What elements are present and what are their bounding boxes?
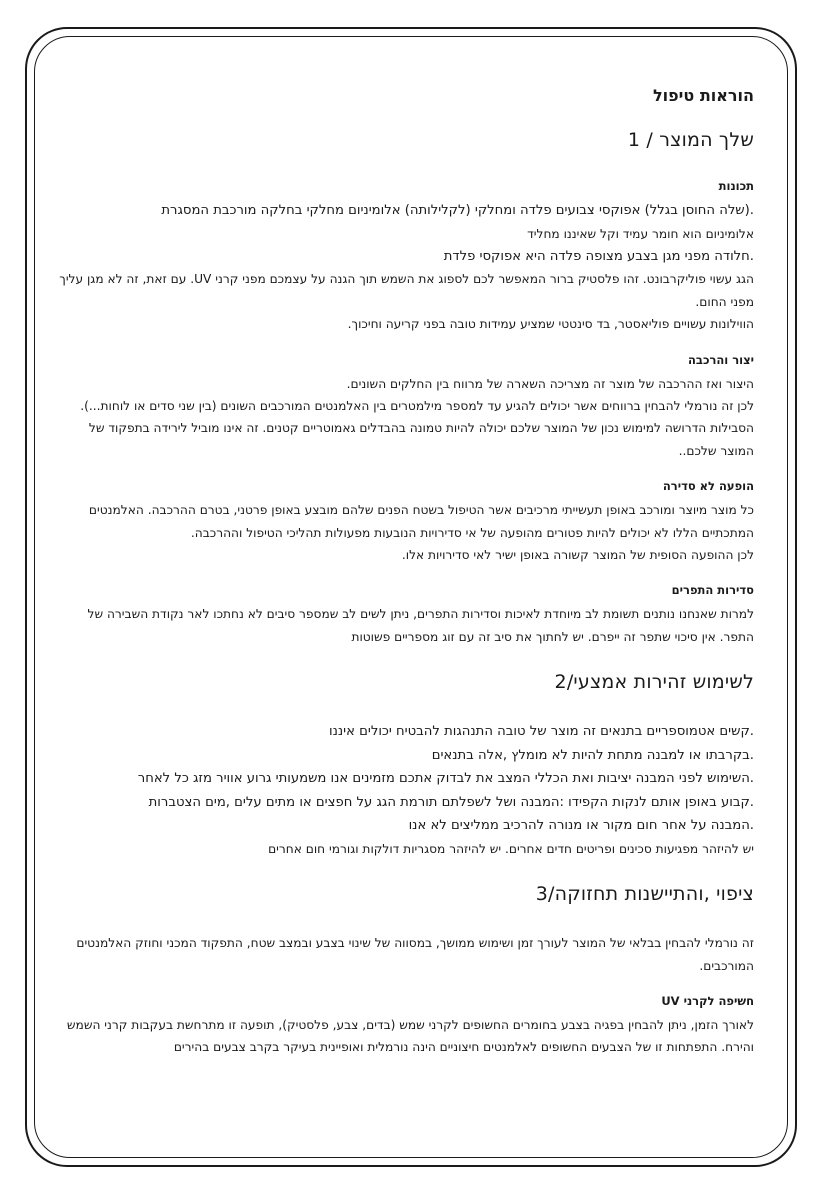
features-line: אלומיניום הוא חומר עמיד וקל שאיננו מחליד	[527, 226, 754, 241]
manufacturing-line: לכן זה נורמלי להבחין ברווחים אשר יכולים להגיע עד למספר מילמטרים בין האלמנטים המורכבים השונים (בין שני סדים או לוחות...).	[80, 399, 754, 414]
appearance-line: לכן ההופעה הסופית של המוצר קשורה באופן ישיר לאי סדירויות אלו.	[401, 548, 754, 563]
section-heading-product: שלך המוצר / 1	[627, 129, 754, 151]
subheading-uv-exposure: חשיפה לקרני UV	[661, 994, 754, 1008]
manufacturing-line: הסבילות הדרושה למימוש נכון של המוצר שלכם יכולה להיות טמונה בהבדלים גאמוטריים קטנים. זה אינו מוביל לירידה בתפקוד של המוצר שלכם..	[88, 421, 754, 458]
subheading-seams: סדירות התפרים	[671, 583, 754, 598]
subheading-features: תכונות	[718, 179, 754, 193]
section-heading-maintenance: ציפוי ,והתיישנות תחזוקה/3	[535, 883, 754, 906]
safety-line: .השימוש לפני המבנה יציבות ואת הכללי המצב את לבדוק אתכם מזמינים אנו משמעותי גרוע אוויר מזג כל לאחר	[137, 771, 754, 787]
features-line: .חלודה מפני מגן בצבע מצופה פלדה היא אפוקסי פלדת	[443, 248, 754, 264]
maintenance-line: זה נורמלי להבחין בבלאי של המוצר לעורך זמן ושימוש ממושך, במסווה של שינוי בצבע ובמצב שטח, התפקוד המכני וחוזק האלמנטים המורכבים.	[76, 936, 754, 973]
document-body	[52, 86, 754, 1059]
section-heading-safety: לשימוש זהירות אמצעי/2	[554, 671, 754, 694]
features-line: .(שלה החוסן בגלל) אפוקסי צבועים פלדה ומחלקי (לקלילותה) אלומיניום מחלקי בחלקה מורכבת המסגרת	[161, 203, 754, 218]
safety-line: .קבוע באופן אותם לנקות הקפידו :המבנה ושל לשפלתם תורמת הגג על חפצים או מתים עלים ,מים הצטברות	[148, 794, 754, 810]
uv-line: לאורך הזמן, ניתן להבחין בפגיה בצבע בחומרים החשופים לקרני שמש (בדים, צבע, פלסטיק), תופעה זו מתרחשת בעקבות קרני השמש והירח. התפתחות זו של הצבעים החשופים לאלמנטים חיצוניים הינה נורמלית ואופיינית בעיקר בקרב צבעים בהירים	[66, 1018, 754, 1055]
subheading-manufacturing: יצור והרכבה	[688, 352, 754, 367]
safety-line: יש להיזהר מפגיעות סכינים ופריטים חדים אחרים. יש להיזהר מסגריות דולקות וגורמי חום אחרים	[268, 841, 754, 856]
features-line: הווילונות עשויים פוליאסטר, בד סינטטי שמציע עמידות טובה בפני קריעה וחיכוך.	[347, 317, 754, 332]
document-title: הוראות טיפול	[652, 86, 754, 105]
manufacturing-line: היצור ואז ההרכבה של מוצר זה מצריכה השארה של מרווח בין החלקים השונים.	[346, 376, 754, 391]
subheading-irregular-appearance: הופעה לא סדירה	[662, 479, 754, 494]
seams-line: למרות שאנחנו נותנים תשומת לב מיוחדת לאיכות וסדירות התפרים, ניתן לשים לב שמספר סיבים לא נחתכו לאר נקודת השבירה של התפר. אין סיכוי שתפר זה ייפרם. יש לחתוך את סיב זה עם זוג מספריים פשוטות	[87, 607, 754, 644]
safety-line: .המבנה על אחר חום מקור או מנורה להרכיב ממליצים לא אנו	[408, 818, 754, 834]
safety-line: .בקרבתו או למבנה מתחת להיות לא מומלץ ,אלה בתנאים	[431, 747, 754, 763]
safety-line: .קשים אטמוספריים בתנאים זה מוצר של טובה התנהגות להבטיח יכולים איננו	[329, 724, 754, 740]
features-line: הגג עשוי פוליקרבונט. זהו פלסטיק ברור המאפשר לכם לספוג את השמש תוך הגנה על עצמכם מפני קרני UV. עם זאת, זה לא מגן עליך מפני החום.	[59, 272, 754, 309]
appearance-line: כל מוצר מיוצר ומורכב באופן תעשייתי מרכיבים אשר הטיפול בשטח הפנים שלהם מובצע באופן פרטני, בטרם ההרכבה. האלמנטים המתכתיים הללו לא יכולים להיות פטורים מהופעה של אי סדירויות הנובעות מפעולות תהליכי הטיפול וההרכבה.	[88, 503, 754, 540]
